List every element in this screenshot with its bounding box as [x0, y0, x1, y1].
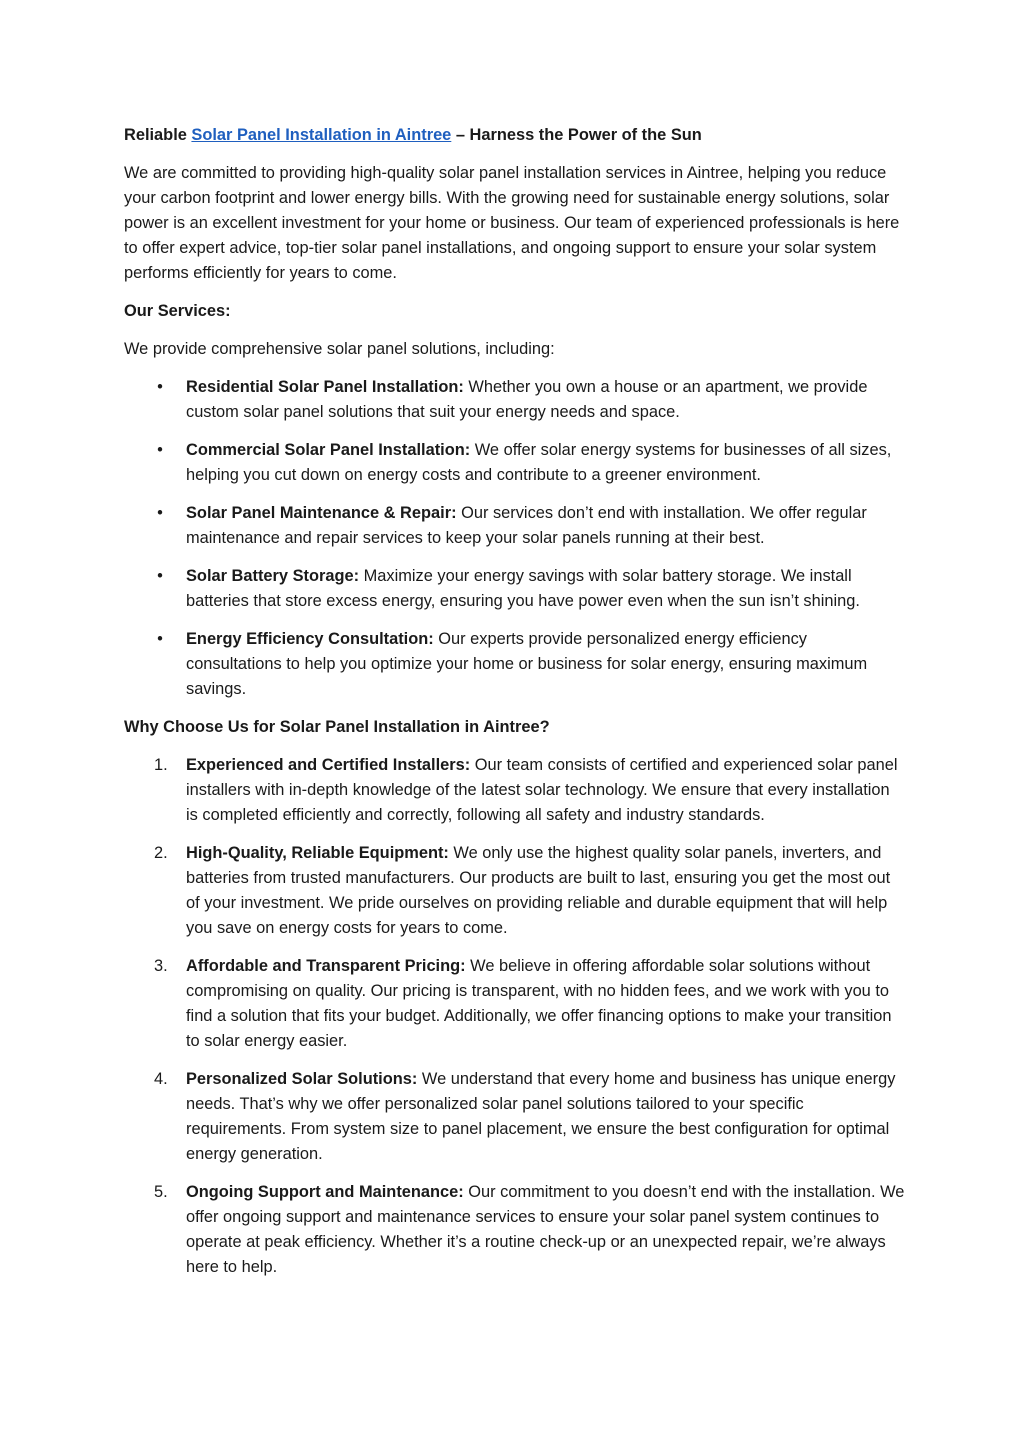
list-item [124, 627, 905, 702]
item-text: Our services don’t end with installation. We offer regular maintenance and repair services to keep your solar panels running at their best. [186, 504, 867, 547]
item-number: 3. [154, 957, 168, 975]
services-heading: Our Services: [124, 302, 231, 320]
item-label: Personalized Solar Solutions: [186, 1070, 418, 1088]
bullet-icon: • [157, 378, 163, 396]
item-text: We understand that every home and business has unique energy needs. That’s why we offer personalized solar panel solutions tailored to your specific requirements. From system size to panel placement, we ensure the best configuration for optimal energy generation. [186, 1070, 896, 1163]
list-item [124, 753, 905, 828]
list-item [124, 1180, 905, 1280]
item-number: 5. [154, 1183, 168, 1201]
bullet-icon: • [157, 504, 163, 522]
item-text: Our team consists of certified and experienced solar panel installers with in-depth knowledge of the latest solar technology. We ensure that every installation is completed efficiently and correctly, following all safety and industry standards. [186, 756, 898, 824]
list-item [124, 564, 905, 614]
item-text: We offer solar energy systems for businesses of all sizes, helping you cut down on energy costs and contribute to a greener environment. [186, 441, 892, 484]
item-label: Energy Efficiency Consultation: [186, 630, 434, 648]
title-link[interactable]: Solar Panel Installation in Aintree [191, 126, 452, 144]
list-item [124, 438, 905, 488]
bullet-icon: • [157, 567, 163, 585]
title-prefix: Reliable [124, 126, 192, 144]
item-label: High-Quality, Reliable Equipment: [186, 844, 449, 862]
bullet-icon: • [157, 441, 163, 459]
item-text: Our commitment to you doesn’t end with the installation. We offer ongoing support and maintenance services to ensure your solar panel system continues to operate at peak efficiency. Whether it’s a routine check-up or an unexpected repair, we’re always here to help. [186, 1183, 905, 1276]
services-list [124, 375, 905, 702]
list-item [124, 1067, 905, 1167]
item-text: Whether you own a house or an apartment, we provide custom solar panel solutions that suit your energy needs and space. [186, 378, 868, 421]
item-number: 1. [154, 756, 168, 774]
item-label: Solar Panel Maintenance & Repair: [186, 504, 457, 522]
list-item [124, 501, 905, 551]
bullet-icon: • [157, 630, 163, 648]
document-title [124, 123, 905, 148]
title-suffix: – Harness the Power of the Sun [451, 126, 702, 144]
item-text: Maximize your energy savings with solar battery storage. We install batteries that store excess energy, ensuring you have power even when the sun isn’t shining. [186, 567, 860, 610]
item-text: We only use the highest quality solar panels, inverters, and batteries from trusted manufacturers. Our products are built to last, ensuring you get the most out of your investment. We pride ourselves on providing reliable and durable equipment that will help you save on energy costs for years to come. [186, 844, 891, 937]
item-text: We believe in offering affordable solar solutions without compromising on quality. Our pricing is transparent, with no hidden fees, and we work with you to find a solution that fits your budget. Additionally, we offer financing options to make your transition to solar energy easier. [186, 957, 892, 1050]
item-label: Experienced and Certified Installers: [186, 756, 471, 774]
item-number: 4. [154, 1070, 168, 1088]
item-number: 2. [154, 844, 168, 862]
item-label: Affordable and Transparent Pricing: [186, 957, 466, 975]
list-item [124, 841, 905, 941]
why-heading: Why Choose Us for Solar Panel Installation in Aintree? [124, 718, 550, 736]
item-text: Our experts provide personalized energy efficiency consultations to help you optimize your home or business for solar energy, ensuring maximum savings. [186, 630, 868, 698]
why-list [124, 753, 905, 1280]
item-label: Solar Battery Storage: [186, 567, 360, 585]
item-label: Ongoing Support and Maintenance: [186, 1183, 464, 1201]
services-lead: We provide comprehensive solar panel solutions, including: [124, 340, 555, 358]
intro-paragraph: We are committed to providing high-quality solar panel installation services in Aintree, helping you reduce your carbon footprint and lower energy bills. With the growing need for sustainable energy solutions, solar power is an excellent investment for your home or business. Our team of experienced professionals is here to offer expert advice, top-tier solar panel installations, and ongoing support to ensure your solar system performs efficiently for years to come. [124, 164, 900, 282]
item-label: Residential Solar Panel Installation: [186, 378, 464, 396]
list-item [124, 375, 905, 425]
list-item [124, 954, 905, 1054]
item-label: Commercial Solar Panel Installation: [186, 441, 471, 459]
